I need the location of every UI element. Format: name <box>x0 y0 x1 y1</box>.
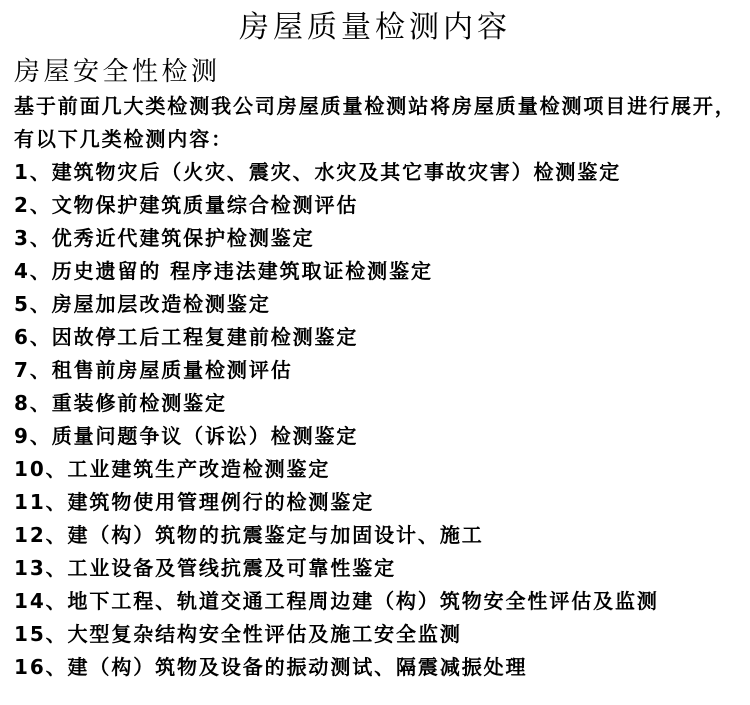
list-item: 6、因故停工后工程复建前检测鉴定 <box>14 325 359 349</box>
list-item: 14、地下工程、轨道交通工程周边建（构）筑物安全性评估及监测 <box>14 589 659 613</box>
page-title: 房屋质量检测内容 <box>239 10 511 45</box>
list-item: 5、房屋加层改造检测鉴定 <box>14 292 271 316</box>
list-item: 15、大型复杂结构安全性评估及施工安全监测 <box>14 622 462 646</box>
list-item: 12、建（构）筑物的抗震鉴定与加固设计、施工 <box>14 523 484 547</box>
list-item: 13、工业设备及管线抗震及可靠性鉴定 <box>14 556 397 580</box>
list-item: 8、重装修前检测鉴定 <box>14 391 227 415</box>
document-body <box>14 90 744 684</box>
list-item: 2、文物保护建筑质量综合检测评估 <box>14 193 359 217</box>
inspection-list <box>14 156 744 684</box>
list-item: 9、质量问题争议（诉讼）检测鉴定 <box>14 424 359 448</box>
intro-line: 有以下几类检测内容： <box>14 127 233 151</box>
list-item: 10、工业建筑生产改造检测鉴定 <box>14 457 331 481</box>
section-title: 房屋安全性检测 <box>14 57 221 87</box>
intro-line: 基于前面几大类检测我公司房屋质量检测站将房屋质量检测项目进行展开， <box>14 94 737 118</box>
list-item: 1、建筑物灾后（火灾、震灾、水灾及其它事故灾害）检测鉴定 <box>14 160 622 184</box>
list-item: 11、建筑物使用管理例行的检测鉴定 <box>14 490 375 514</box>
list-item: 3、优秀近代建筑保护检测鉴定 <box>14 226 315 250</box>
list-item: 7、租售前房屋质量检测评估 <box>14 358 293 382</box>
list-item: 4、历史遗留的 程序违法建筑取证检测鉴定 <box>14 259 433 283</box>
list-item: 16、建（构）筑物及设备的振动测试、隔震减振处理 <box>14 655 528 679</box>
